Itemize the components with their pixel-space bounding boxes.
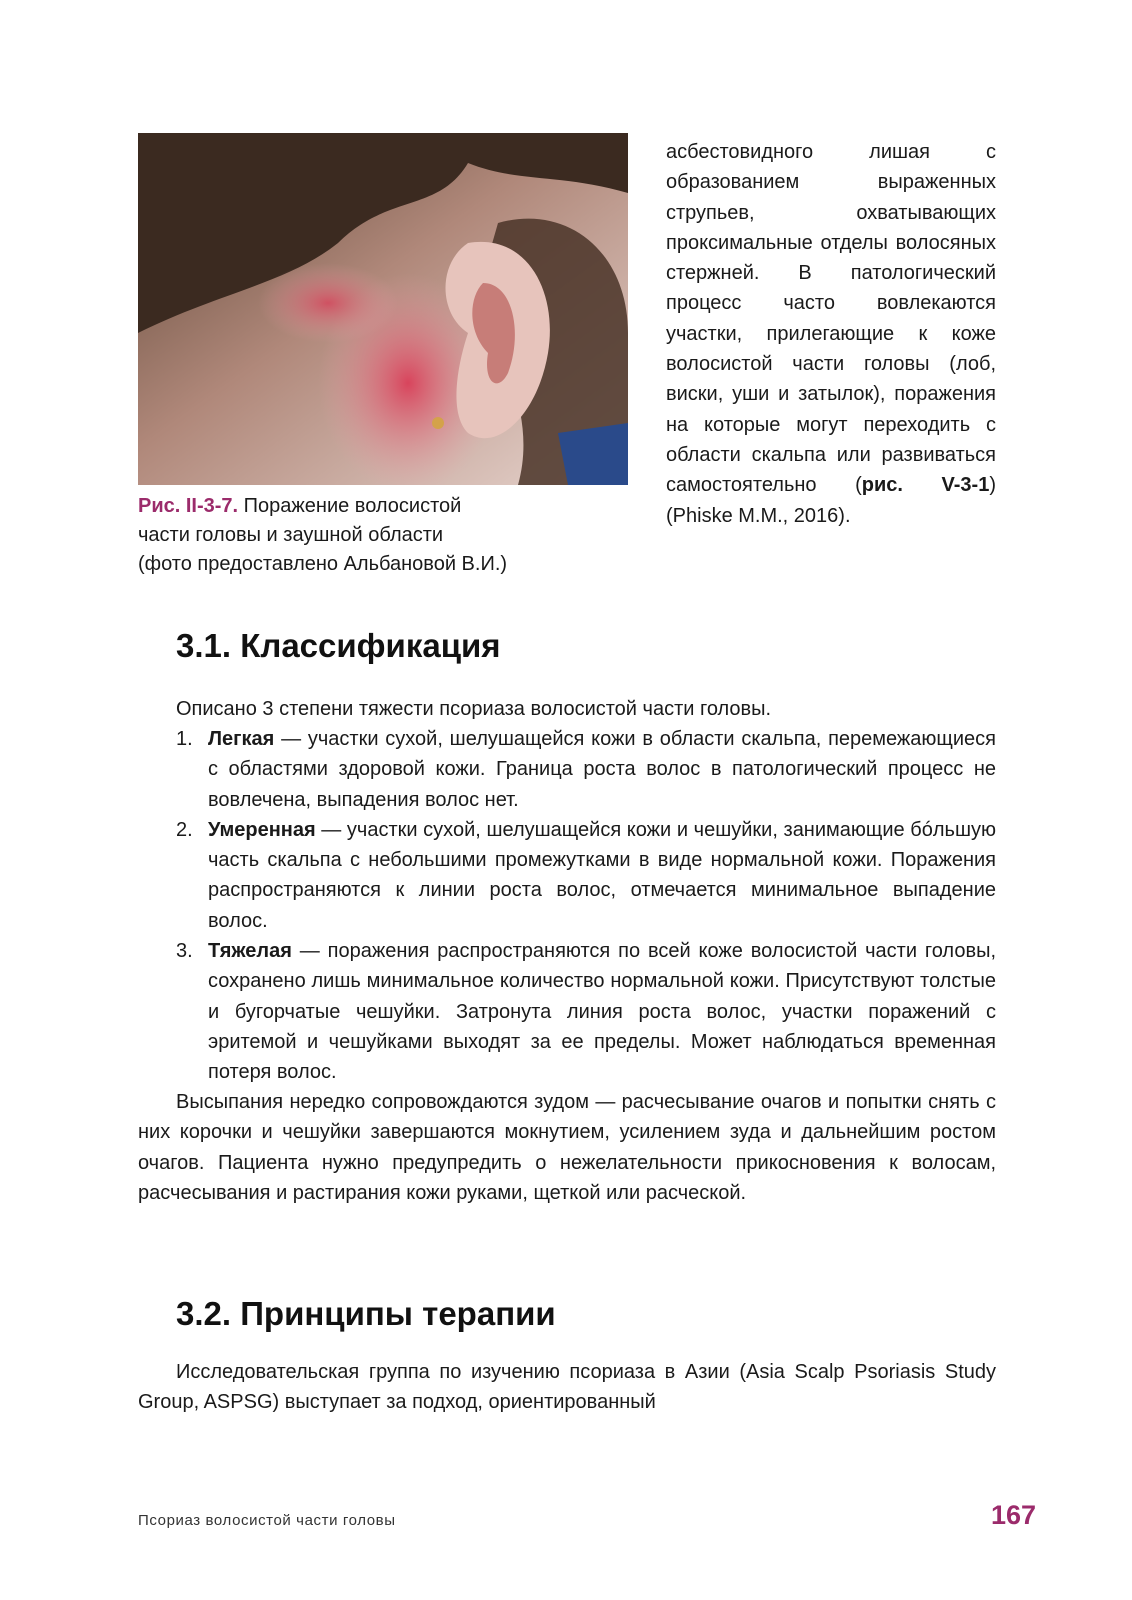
list-item-term: Умеренная <box>208 818 316 841</box>
list-item <box>176 815 996 936</box>
section-heading-therapy: 3.2. Принципы терапии <box>176 1295 556 1332</box>
caption-line-1: Поражение волосистой <box>238 495 462 517</box>
running-footer-title: Псориаз волосистой части головы <box>138 1512 396 1529</box>
list-item-text: — участки сухой, шелушащейся кожи в области скальпа, перемежающиеся с областями здоровой кожи. Граница роста волос в патологический процесс не вовлечена, выпадения волос нет. <box>208 728 996 811</box>
caption-line-3: (фото предоставлено Альбановой В.И.) <box>138 553 508 575</box>
section-heading-classification: 3.1. Классификация <box>176 627 501 664</box>
side-text-part2: ) (Phiske M.M., 2016). <box>666 474 996 527</box>
classification-intro: Описано 3 степени тяжести псориаза волосистой части головы. <box>176 698 772 720</box>
therapy-paragraph: Исследовательская группа по изучению псориаза в Азии (Asia Scalp Psoriasis Study Group, ASPSG) выступает за подход, ориентированный <box>138 1361 996 1414</box>
list-item-text: — участки сухой, шелушащейся кожи и чешуйки, занимающие бóльшую часть скальпа с небольшими промежутками в виде нормальной кожи. Поражения распространяются к линии роста волос, отмечается минимальное выпадение волос. <box>208 818 996 932</box>
scalp-lesion-photo <box>138 133 628 485</box>
figure-label: Рис. II-3-7. <box>138 495 239 517</box>
page-number: 167 <box>990 1500 1036 1530</box>
itching-paragraph: Высыпания нередко сопровождаются зудом — расчесывание очагов и попытки снять с них корочки и чешуйки завершаются мокнутием, усилением зуда и дальнейшим ростом очагов. Пациента нужно предупредить о нежелательности прикосновения к волосам, расчесывания и растирания кожи руками, щеткой или расческой. <box>138 1091 996 1204</box>
list-item-number: 3. <box>176 940 193 963</box>
list-item-text: — поражения распространяются по всей коже волосистой части головы, сохранено лишь минимальное количество нормальной кожи. Присутствуют толстые и бугорчатые чешуйки. Затронута линия роста волос, участки поражений с эритемой и чешуйками выходят за ее пределы. Может наблюдаться временная потеря волос. <box>208 940 996 1084</box>
list-item <box>176 724 996 815</box>
severity-list <box>176 724 996 1088</box>
side-paragraph <box>666 137 996 531</box>
side-text-part1: асбестовидного лишая с образованием выраженных струпьев, охватывающих проксимальные отделы волосяных стержней. В патологический процесс часто вовлекаются участки, прилегающие к коже волосистой части головы (лоб, виски, уши и затылок), поражения на которые могут переходить с области скальпа или развиваться самостоятельно ( <box>666 141 996 497</box>
list-item-number: 1. <box>176 728 193 750</box>
list-item-term: Легкая <box>208 728 275 750</box>
list-item <box>176 936 996 1087</box>
figure-caption <box>138 492 628 579</box>
list-item-term: Тяжелая <box>208 940 292 963</box>
list-item-number: 2. <box>176 818 193 841</box>
caption-line-2: части головы и заушной области <box>138 524 444 546</box>
figure-photo <box>138 133 628 485</box>
figure-reference: рис. V-3-1 <box>861 474 990 497</box>
